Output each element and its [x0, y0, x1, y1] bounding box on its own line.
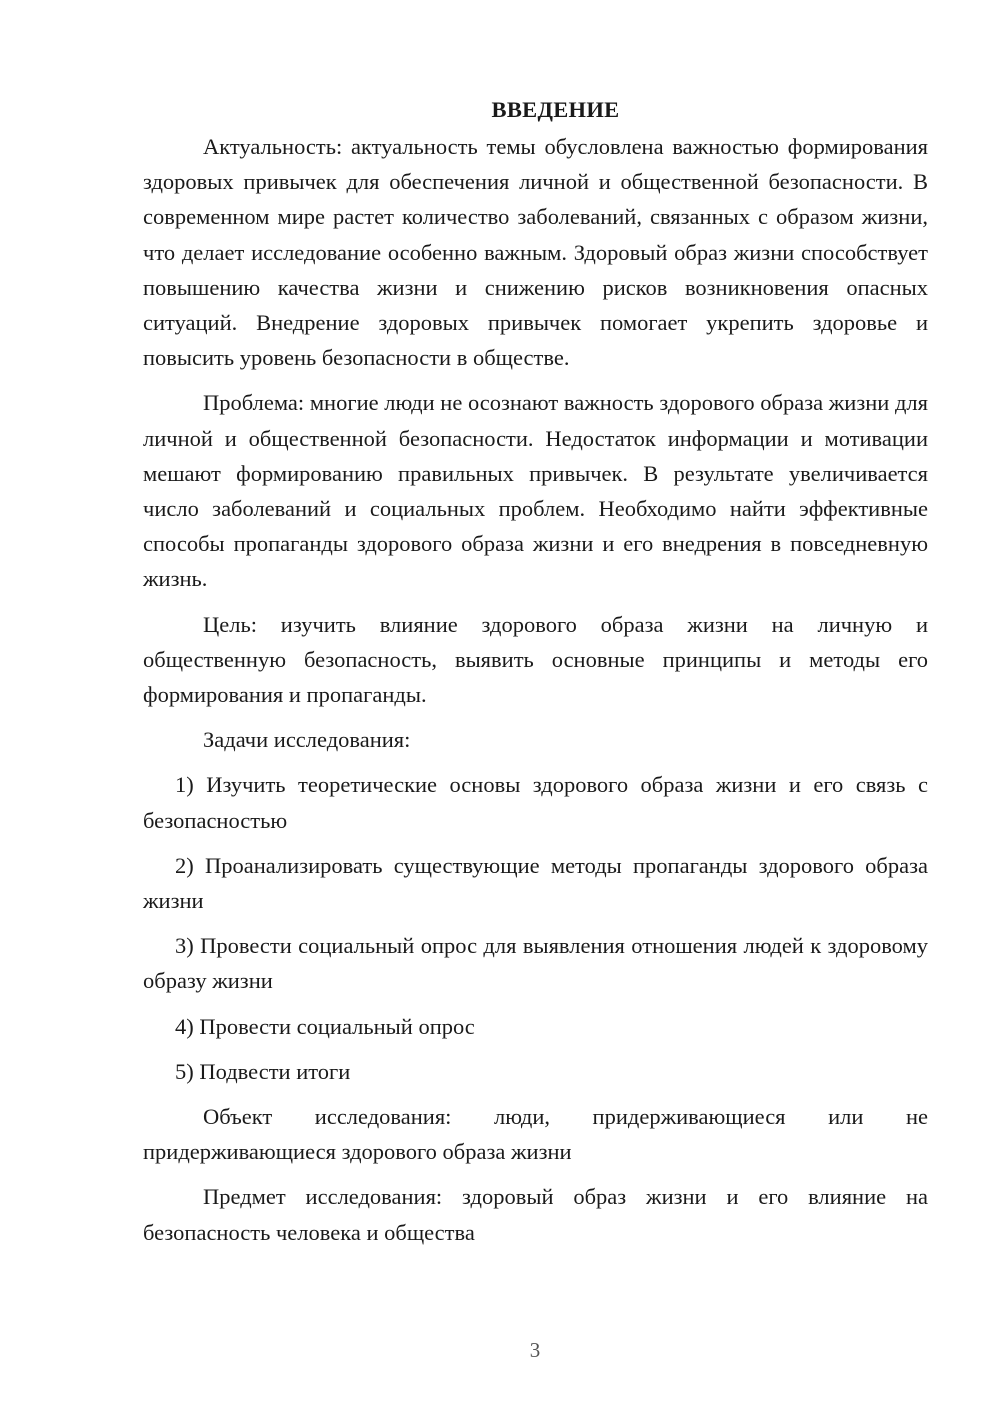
task-item-3: 3) Провести социальный опрос для выявления отношения людей к здоровому образу жизни [143, 933, 928, 994]
paragraph-tasks-heading: Задачи исследования: [203, 727, 411, 753]
section-title: ВВЕДЕНИЕ [491, 97, 620, 122]
task-item-2: 2) Проанализировать существующие методы пропаганды здорового образа жизни [143, 852, 928, 914]
task-item-5: 5) Подвести итоги [175, 1058, 351, 1084]
paragraph-subject: Предмет исследования: здоровый образ жизни и его влияние на безопасность человека и общества [143, 1184, 928, 1245]
paragraph-problem: Проблема: многие люди не осознают важность здорового образа жизни для личной и общественной безопасности. Недостаток информации и мотивации мешают формированию правильных привычек. В результате увеличивается число заболеваний и социальных проблем. Необходимо найти эффективные способы пропаганды здорового образа жизни и его внедрения в повседневную жизнь. [143, 390, 928, 592]
paragraph-object: Объект исследования: люди, придерживающиеся или не придерживающиеся здорового образа жизни [143, 1104, 928, 1165]
paragraph-relevance: Актуальность: актуальность темы обусловлена важностью формирования здоровых привычек для обеспечения личной и общественной безопасности. В современном мире растет количество заболеваний, связанных с образом жизни, что делает исследование особенно важным. Здоровый образ жизни способствует повышению качества жизни и снижению рисков возникновения опасных ситуаций. Внедрение здоровых привычек помогает укрепить здоровье и повысить уровень безопасности в обществе. [143, 134, 928, 371]
page-number: 3 [529, 1338, 541, 1362]
paragraph-goal: Цель: изучить влияние здорового образа жизни на личную и общественную безопасность, выявить основные принципы и методы его формирования и пропаганды. [143, 611, 928, 708]
task-item-1: 1) Изучить теоретические основы здорового образа жизни и его связь с безопасностью [143, 772, 928, 833]
task-item-4: 4) Провести социальный опрос [175, 1013, 475, 1039]
document-body [143, 92, 928, 1260]
